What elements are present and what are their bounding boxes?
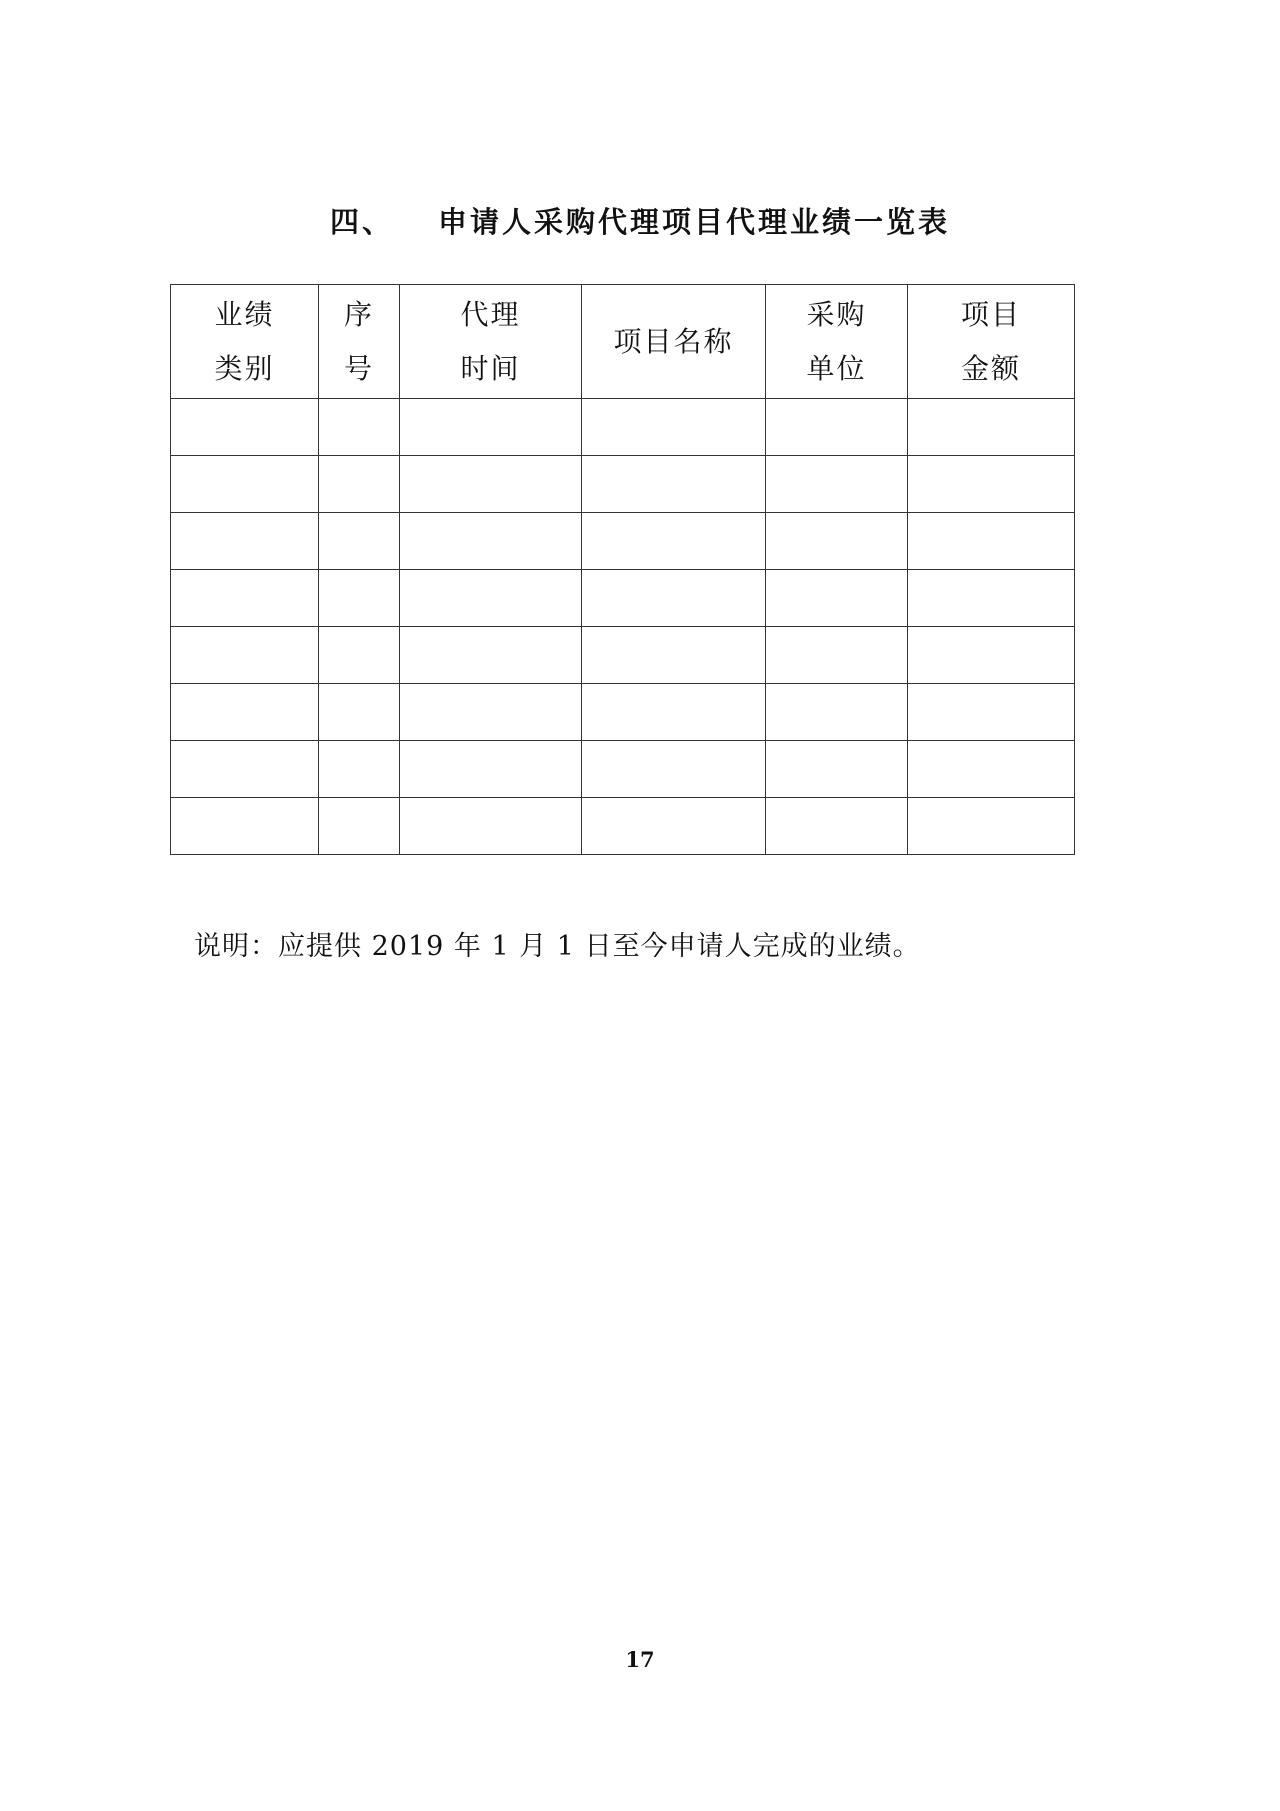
header-agency-time	[400, 285, 582, 399]
table-cell	[319, 513, 400, 570]
table-cell	[582, 456, 766, 513]
header-line: 项目	[960, 297, 1021, 331]
table-cell	[908, 513, 1075, 570]
table-cell	[171, 399, 319, 456]
table-cell	[908, 798, 1075, 855]
table-cell	[171, 570, 319, 627]
header-line: 时间	[460, 351, 521, 385]
table-cell	[582, 513, 766, 570]
table-cell	[400, 399, 582, 456]
header-purchasing-unit	[766, 285, 908, 399]
table-cell	[400, 456, 582, 513]
header-line: 项目名称	[613, 324, 734, 358]
table-row	[171, 399, 1075, 456]
table-cell	[171, 684, 319, 741]
table-cell	[171, 627, 319, 684]
table-cell	[400, 570, 582, 627]
table-row	[171, 627, 1075, 684]
table-cell	[908, 627, 1075, 684]
table-cell	[766, 684, 908, 741]
table-cell	[766, 570, 908, 627]
table-cell	[319, 798, 400, 855]
table-row	[171, 456, 1075, 513]
header-line: 业绩	[214, 297, 275, 331]
header-project-amount	[908, 285, 1075, 399]
table-cell	[582, 627, 766, 684]
table-cell	[319, 741, 400, 798]
header-line: 代理	[460, 297, 521, 331]
header-serial-number	[319, 285, 400, 399]
table-cell	[319, 570, 400, 627]
table-cell	[400, 513, 582, 570]
table-cell	[400, 627, 582, 684]
section-title-text: 申请人采购代理项目代理业绩一览表	[438, 205, 951, 239]
table-cell	[319, 684, 400, 741]
table-cell	[400, 798, 582, 855]
table-cell	[582, 741, 766, 798]
table-body	[171, 399, 1075, 855]
table-cell	[171, 456, 319, 513]
table-cell	[171, 798, 319, 855]
table-cell	[908, 684, 1075, 741]
performance-table	[170, 284, 1075, 855]
table-cell	[171, 513, 319, 570]
table-cell	[582, 684, 766, 741]
table-row	[171, 684, 1075, 741]
table-cell	[766, 456, 908, 513]
header-performance-category	[171, 285, 319, 399]
header-line: 类别	[214, 351, 275, 385]
page-number: 17	[625, 1647, 655, 1672]
table-cell	[766, 741, 908, 798]
table-row	[171, 513, 1075, 570]
header-line: 采购	[806, 297, 867, 331]
table-cell	[766, 627, 908, 684]
table-row	[171, 570, 1075, 627]
table-cell	[582, 570, 766, 627]
header-line: 号	[343, 351, 374, 385]
header-project-name	[582, 285, 766, 399]
table-cell	[766, 798, 908, 855]
table-cell	[908, 456, 1075, 513]
table-cell	[908, 741, 1075, 798]
table-row	[171, 741, 1075, 798]
page-title	[0, 200, 1280, 241]
header-line: 序	[343, 297, 374, 331]
table-cell	[766, 399, 908, 456]
table-header-row	[171, 285, 1075, 399]
table-row	[171, 798, 1075, 855]
header-line: 金额	[960, 351, 1021, 385]
section-number: 四、	[329, 205, 394, 239]
table-cell	[908, 399, 1075, 456]
note-text: 说明：应提供 2019 年 1 月 1 日至今申请人完成的业绩。	[194, 931, 921, 962]
header-line: 单位	[806, 351, 867, 385]
table-cell	[319, 627, 400, 684]
table-cell	[171, 741, 319, 798]
table-cell	[908, 570, 1075, 627]
table-cell	[400, 741, 582, 798]
table-cell	[400, 684, 582, 741]
table-cell	[766, 513, 908, 570]
table-cell	[319, 399, 400, 456]
table-cell	[582, 798, 766, 855]
table-cell	[319, 456, 400, 513]
table-cell	[582, 399, 766, 456]
